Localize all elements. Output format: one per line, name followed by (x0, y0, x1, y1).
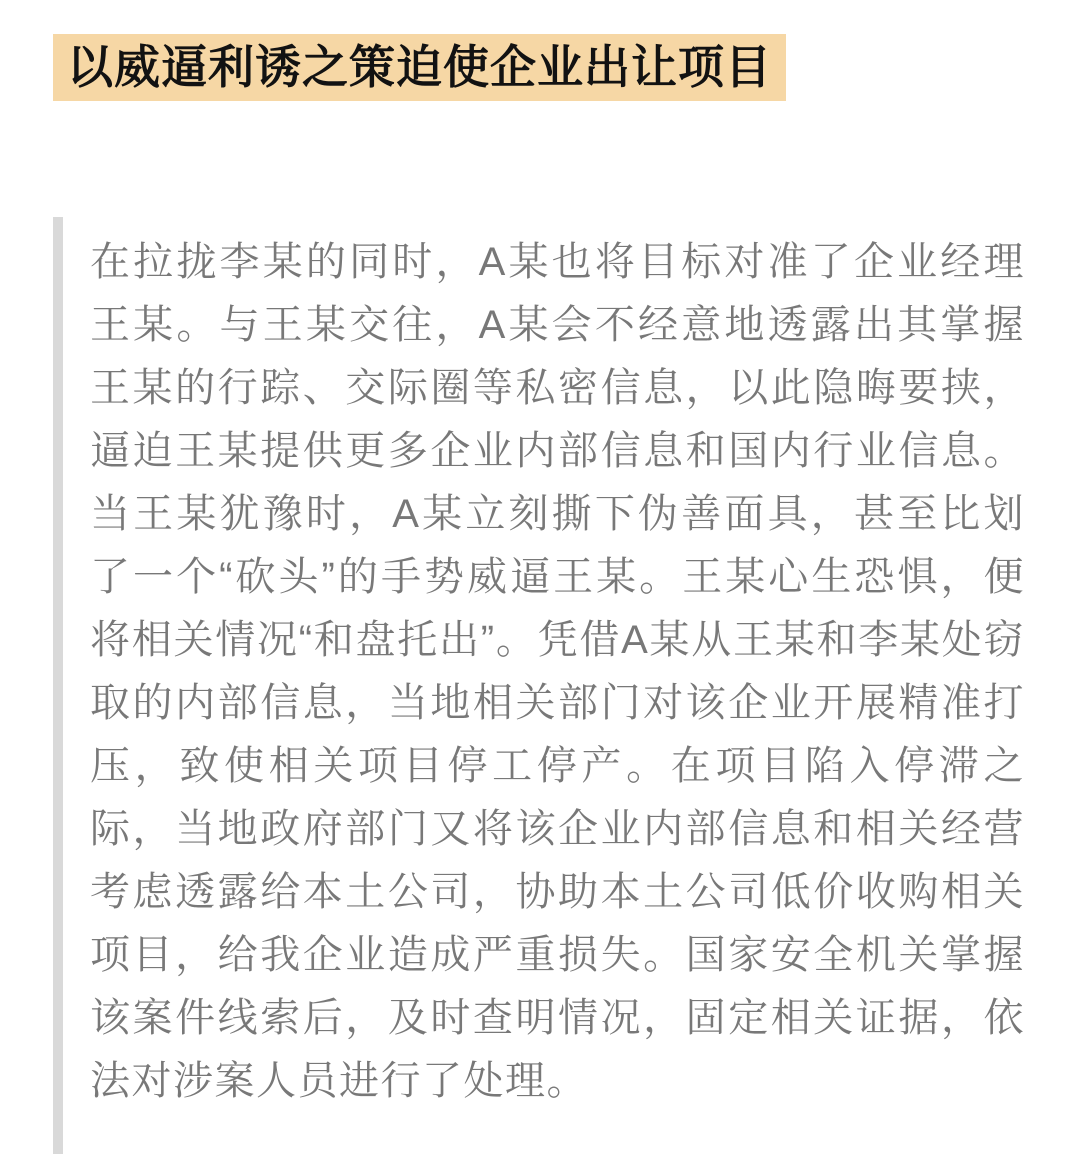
section-heading: 以威逼利诱之策迫使企业出让项目 (53, 34, 786, 101)
case-paragraph: 在拉拢李某的同时，A某也将目标对准了企业经理王某。与王某交往，A某会不经意地透露出其掌握王某的行踪、交际圈等私密信息，以此隐晦要挟，逼迫王某提供更多企业内部信息和国内行业信息。当王某犹豫时，A某立刻撕下伪善面具，甚至比划了一个“砍头”的手势威逼王某。王某心生恐惧，便将相关情况“和盘托出”。凭借A某从王某和李某处窃取的内部信息，当地相关部门对该企业开展精准打压，致使相关项目停工停产。在项目陷入停滞之际，当地政府部门又将该企业内部信息和相关经营考虑透露给本土公司，协助本土公司低价收购相关项目，给我企业造成严重损失。国家安全机关掌握该案件线索后，及时查明情况，固定相关证据，依法对涉案人员进行了处理。 (90, 240, 1025, 1103)
case-blockquote (53, 217, 1025, 1154)
